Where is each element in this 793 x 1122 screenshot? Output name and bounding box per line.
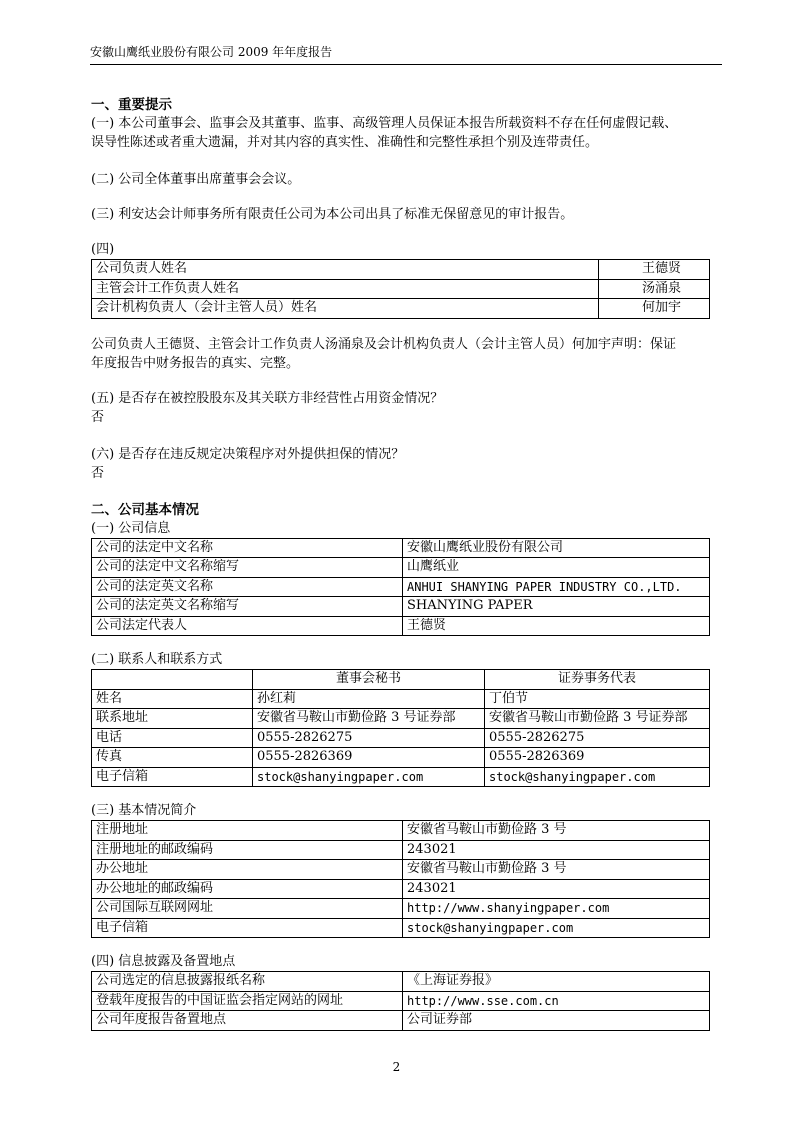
info-value: 王德贤 xyxy=(403,616,710,636)
basic-label: 电子信箱 xyxy=(92,918,403,938)
disclosure-value: 《上海证券报》 xyxy=(403,972,710,992)
section-heading-important-notes: 一、重要提示 xyxy=(91,97,172,113)
basic-value: 安徽省马鞍山市勤俭路 3 号 xyxy=(403,860,710,880)
page-header xyxy=(90,44,722,65)
basic-label: 办公地址的邮政编码 xyxy=(92,879,403,899)
note-4-label: (四) xyxy=(91,242,115,257)
basic-value: 安徽省马鞍山市勤俭路 3 号 xyxy=(403,821,710,841)
basic-value: http://www.shanyingpaper.com xyxy=(403,899,710,919)
contact-label: 电子信箱 xyxy=(92,767,253,787)
column-header-representative: 证券事务代表 xyxy=(485,670,710,690)
basic-info-title: (三) 基本情况简介 xyxy=(91,803,197,818)
disclosure-value: 公司证券部 xyxy=(403,1011,710,1031)
company-info-table xyxy=(91,538,710,637)
contact-representative-value: 安徽省马鞍山市勤俭路 3 号证券部 xyxy=(485,709,710,729)
table-row xyxy=(92,918,710,938)
contact-secretary-value: 0555-2826369 xyxy=(253,748,485,768)
table-row xyxy=(92,860,710,880)
table-row xyxy=(92,299,710,319)
table-header-row xyxy=(92,670,710,690)
contact-representative-value: 0555-2826275 xyxy=(485,728,710,748)
answer-5: 否 xyxy=(91,409,105,425)
basic-value: 243021 xyxy=(403,840,710,860)
basic-value: stock@shanyingpaper.com xyxy=(403,918,710,938)
basic-label: 办公地址 xyxy=(92,860,403,880)
page-number: 2 xyxy=(392,1060,401,1074)
table-row xyxy=(92,728,710,748)
document-body xyxy=(91,96,723,1031)
table-row xyxy=(92,558,710,578)
answer-6: 否 xyxy=(91,465,105,481)
question-5: (五) 是否存在被控股股东及其关联方非经营性占用资金情况？ xyxy=(91,390,444,406)
disclosure-table xyxy=(91,971,710,1031)
contact-label: 传真 xyxy=(92,748,253,768)
question-6: (六) 是否存在违反规定决策程序对外提供担保的情况？ xyxy=(91,446,405,462)
contact-secretary-value: 0555-2826275 xyxy=(253,728,485,748)
basic-value: 243021 xyxy=(403,879,710,899)
table-row xyxy=(92,577,710,597)
basic-label: 注册地址的邮政编码 xyxy=(92,840,403,860)
table-row xyxy=(92,1011,710,1031)
table-row xyxy=(92,538,710,558)
table-row xyxy=(92,279,710,299)
person-value: 王德贤 xyxy=(599,260,710,280)
basic-info-table xyxy=(91,820,710,938)
basic-label: 注册地址 xyxy=(92,821,403,841)
disclosure-value: http://www.sse.com.cn xyxy=(403,991,710,1011)
table-row xyxy=(92,748,710,768)
note-2: (二) 公司全体董事出席董事会会议。 xyxy=(91,172,301,187)
disclosure-label: 公司选定的信息披露报纸名称 xyxy=(92,972,403,992)
table-row xyxy=(92,840,710,860)
table-row xyxy=(92,597,710,617)
person-value: 何加宇 xyxy=(599,299,710,319)
disclosure-label: 公司年度报告备置地点 xyxy=(92,1011,403,1031)
company-info-title: (一) 公司信息 xyxy=(91,520,171,536)
info-label: 公司的法定英文名称缩写 xyxy=(92,597,403,617)
contact-table xyxy=(91,669,710,787)
info-label: 公司法定代表人 xyxy=(92,616,403,636)
info-value: ANHUI SHANYING PAPER INDUSTRY CO.,LTD. xyxy=(403,577,710,597)
person-value: 汤涌泉 xyxy=(599,279,710,299)
table-row xyxy=(92,899,710,919)
table-row xyxy=(92,616,710,636)
info-value: 山鹰纸业 xyxy=(403,558,710,578)
column-header-secretary: 董事会秘书 xyxy=(253,670,485,690)
note-3: (三) 利安达会计师事务所有限责任公司为本公司出具了标准无保留意见的审计报告。 xyxy=(91,207,574,222)
table-row xyxy=(92,991,710,1011)
statement-line-2: 年度报告中财务报告的真实、完整。 xyxy=(91,355,300,371)
contact-label: 姓名 xyxy=(92,689,253,709)
contact-secretary-value: 孙红莉 xyxy=(253,689,485,709)
person-label: 会计机构负责人（会计主管人员）姓名 xyxy=(92,299,599,319)
info-label: 公司的法定中文名称 xyxy=(92,538,403,558)
contact-secretary-value: 安徽省马鞍山市勤俭路 3 号证券部 xyxy=(253,709,485,729)
info-value: 安徽山鹰纸业股份有限公司 xyxy=(403,538,710,558)
table-row xyxy=(92,972,710,992)
section-heading-company-info: 二、公司基本情况 xyxy=(91,501,199,518)
table-row xyxy=(92,260,710,280)
disclosure-label: 登载年度报告的中国证监会指定网站的网址 xyxy=(92,991,403,1011)
table-row xyxy=(92,767,710,787)
info-value: SHANYING PAPER xyxy=(403,597,710,617)
table-row xyxy=(92,689,710,709)
contact-label: 电话 xyxy=(92,728,253,748)
table-row xyxy=(92,879,710,899)
table-row xyxy=(92,821,710,841)
basic-label: 公司国际互联网网址 xyxy=(92,899,403,919)
person-label: 公司负责人姓名 xyxy=(92,260,599,280)
contact-representative-value: 丁伯节 xyxy=(485,689,710,709)
contact-label: 联系地址 xyxy=(92,709,253,729)
person-label: 主管会计工作负责人姓名 xyxy=(92,279,599,299)
contact-representative-value: stock@shanyingpaper.com xyxy=(485,767,710,787)
responsible-persons-table xyxy=(91,259,710,319)
contact-representative-value: 0555-2826369 xyxy=(485,748,710,768)
info-label: 公司的法定中文名称缩写 xyxy=(92,558,403,578)
contact-secretary-value: stock@shanyingpaper.com xyxy=(253,767,485,787)
contact-title: (二) 联系人和联系方式 xyxy=(91,652,223,667)
info-label: 公司的法定英文名称 xyxy=(92,577,403,597)
table-row xyxy=(92,709,710,729)
disclosure-title: (四) 信息披露及备置地点 xyxy=(91,954,236,969)
blank-header-cell xyxy=(92,670,253,690)
note-1-line-1: (一) 本公司董事会、监事会及其董事、监事、高级管理人员保证本报告所载资料不存在任何虚假记载、 xyxy=(91,116,678,131)
note-1-line-2: 误导性陈述或者重大遗漏，并对其内容的真实性、准确性和完整性承担个别及连带责任。 xyxy=(91,135,599,150)
statement-line-1: 公司负责人王德贤、主管会计工作负责人汤涌泉及会计机构负责人（会计主管人员）何加宇声明：保证 xyxy=(91,336,677,352)
header-title: 安徽山鹰纸业股份有限公司 2009 年年度报告 xyxy=(90,45,333,59)
